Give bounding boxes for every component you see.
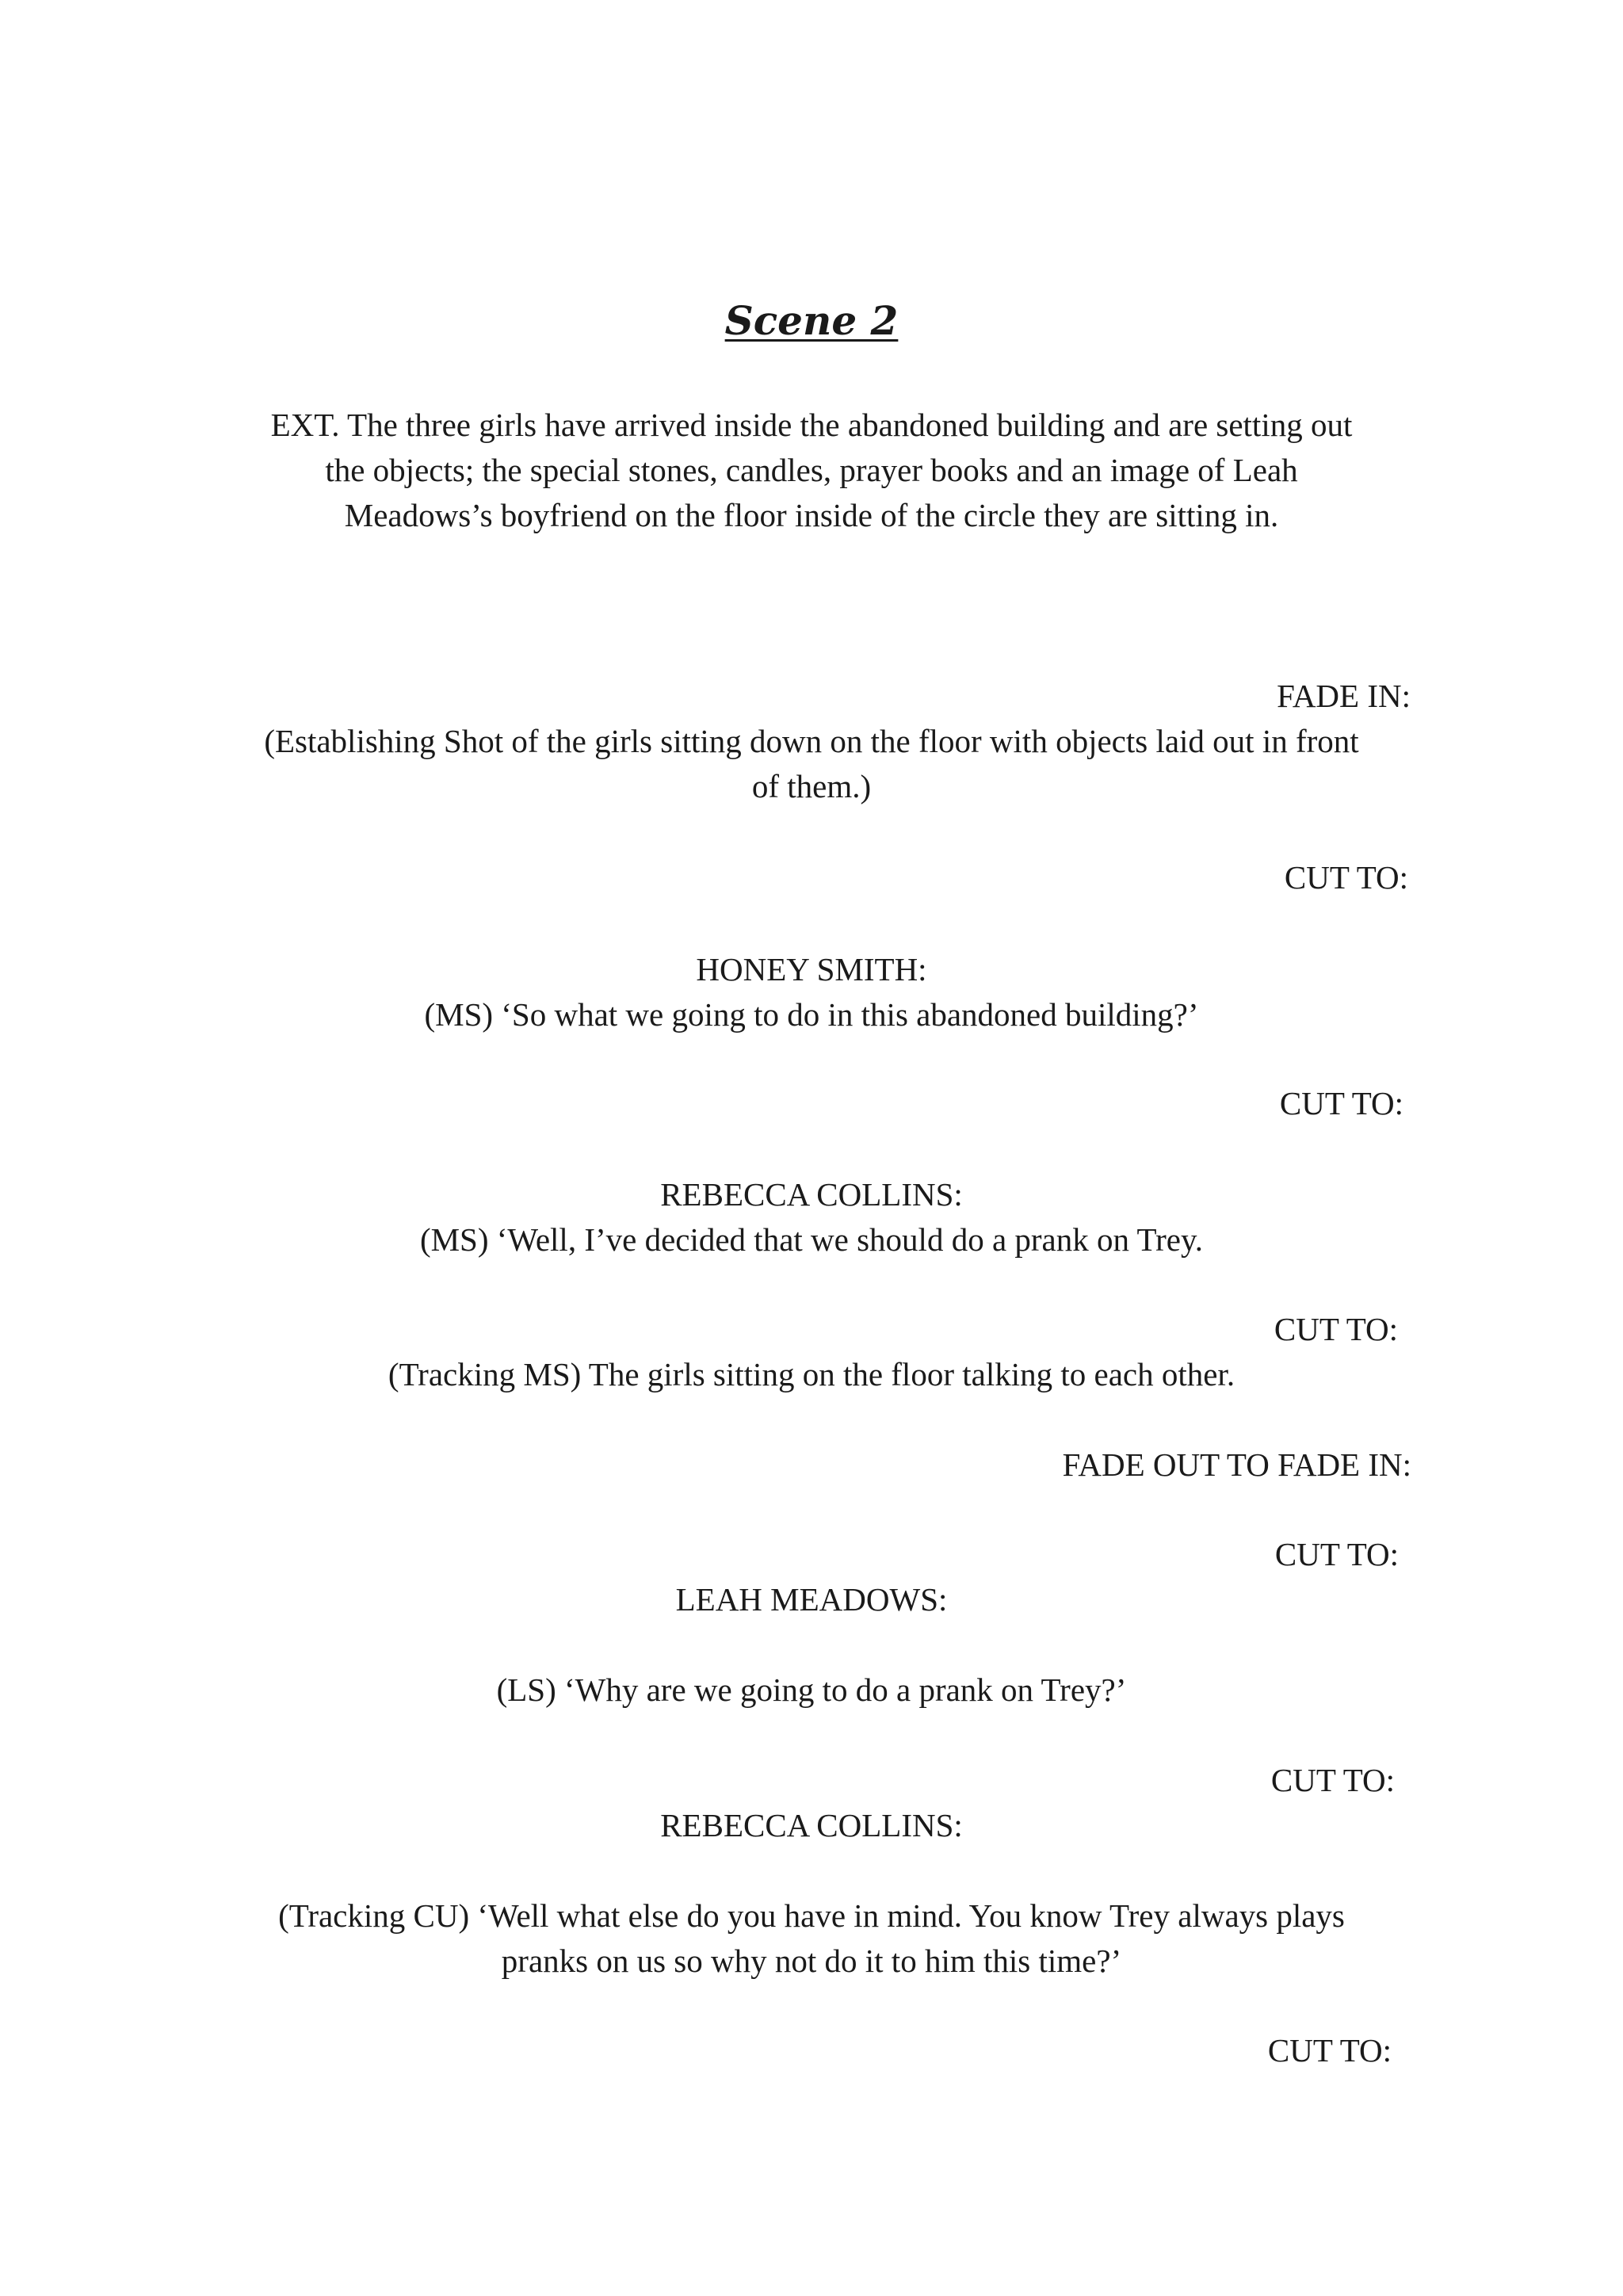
transition-fade-in: FADE IN: bbox=[1277, 678, 1411, 714]
scene-description-line: the objects; the special stones, candles, prayer books and an image of Leah bbox=[325, 452, 1298, 488]
dialogue-line: (Tracking CU) ‘Well what else do you have in mind. You know Trey always plays bbox=[278, 1897, 1345, 1934]
dialogue-honey: (MS) ‘So what we going to do in this abandoned building?’ bbox=[424, 996, 1199, 1033]
direction-line: of them.) bbox=[751, 768, 872, 804]
scene-description bbox=[0, 403, 1623, 538]
scene-description-line: EXT. The three girls have arrived inside the abandoned building and are setting out bbox=[270, 407, 1353, 443]
tracking-shot-direction: (Tracking MS) The girls sitting on the floor talking to each other. bbox=[388, 1356, 1235, 1392]
transition-fade-out-fade-in: FADE OUT TO FADE IN: bbox=[1062, 1446, 1411, 1483]
character-name-rebecca: REBECCA COLLINS: bbox=[660, 1176, 963, 1213]
establishing-shot-direction bbox=[0, 719, 1623, 809]
character-name-leah: LEAH MEADOWS: bbox=[675, 1581, 948, 1618]
character-name-honey: HONEY SMITH: bbox=[696, 951, 927, 988]
transition-cut-to: CUT TO: bbox=[1267, 2032, 1392, 2069]
direction-line: (Establishing Shot of the girls sitting down on the floor with objects laid out in front bbox=[264, 723, 1359, 759]
dialogue-line: pranks on us so why not do it to him this time?’ bbox=[501, 1943, 1122, 1979]
transition-cut-to: CUT TO: bbox=[1279, 1085, 1403, 1121]
dialogue-leah: (LS) ‘Why are we going to do a prank on Trey?’ bbox=[496, 1671, 1127, 1708]
transition-cut-to: CUT TO: bbox=[1284, 859, 1408, 896]
dialogue-rebecca bbox=[0, 1893, 1623, 1984]
dialogue-rebecca: (MS) ‘Well, I’ve decided that we should do a prank on Trey. bbox=[419, 1221, 1204, 1258]
transition-cut-to: CUT TO: bbox=[1270, 1762, 1395, 1798]
transition-cut-to: CUT TO: bbox=[1274, 1311, 1398, 1347]
transition-cut-to: CUT TO: bbox=[1274, 1536, 1399, 1572]
scene-title: Scene 2 bbox=[724, 297, 899, 344]
character-name-rebecca: REBECCA COLLINS: bbox=[660, 1807, 963, 1843]
scene-description-line: Meadows’s boyfriend on the floor inside of the circle they are sitting in. bbox=[344, 497, 1279, 533]
